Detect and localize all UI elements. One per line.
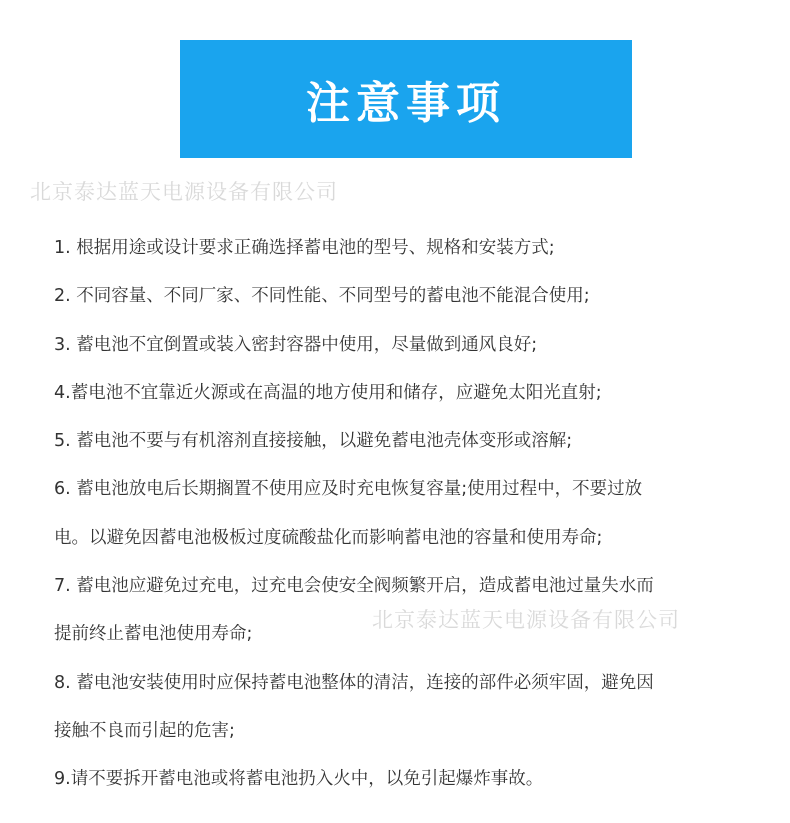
notice-line: 7. 蓄电池应避免过充电，过充电会使安全阀频繁开启，造成蓄电池过量失水而 xyxy=(54,576,654,597)
banner-title: 注意事项 xyxy=(306,78,506,129)
notice-line: 4.蓄电池不宜靠近火源或在高温的地方使用和储存，应避免太阳光直射; xyxy=(54,382,602,403)
notice-line: 2. 不同容量、不同厂家、不同性能、不同型号的蓄电池不能混合使用; xyxy=(54,286,590,307)
notice-line: 接触不良而引起的危害; xyxy=(54,720,235,741)
notice-line: 3. 蓄电池不宜倒置或装入密封容器中使用，尽量做到通风良好; xyxy=(54,334,538,355)
notice-line: 提前终止蓄电池使用寿命; xyxy=(54,624,253,645)
notice-line: 6. 蓄电池放电后长期搁置不使用应及时充电恢复容量;使用过程中，不要过放 xyxy=(54,479,643,500)
notice-line: 1. 根据用途或设计要求正确选择蓄电池的型号、规格和安装方式; xyxy=(54,238,555,258)
watermark-middle: 北京泰达蓝天电源设备有限公司 xyxy=(372,608,680,632)
notice-line: 8. 蓄电池安装使用时应保持蓄电池整体的清洁，连接的部件必须牢固，避免因 xyxy=(54,672,654,693)
notice-list xyxy=(54,232,764,812)
notice-line: 9.请不要拆开蓄电池或将蓄电池扔入火中，以免引起爆炸事故。 xyxy=(54,769,544,790)
notice-line: 5. 蓄电池不要与有机溶剂直接接触，以避免蓄电池壳体变形或溶解; xyxy=(54,431,573,452)
notice-line: 电。以避免因蓄电池极板过度硫酸盐化而影响蓄电池的容量和使用寿命; xyxy=(54,527,603,548)
watermark-top: 北京泰达蓝天电源设备有限公司 xyxy=(30,180,338,204)
title-banner xyxy=(180,40,632,158)
